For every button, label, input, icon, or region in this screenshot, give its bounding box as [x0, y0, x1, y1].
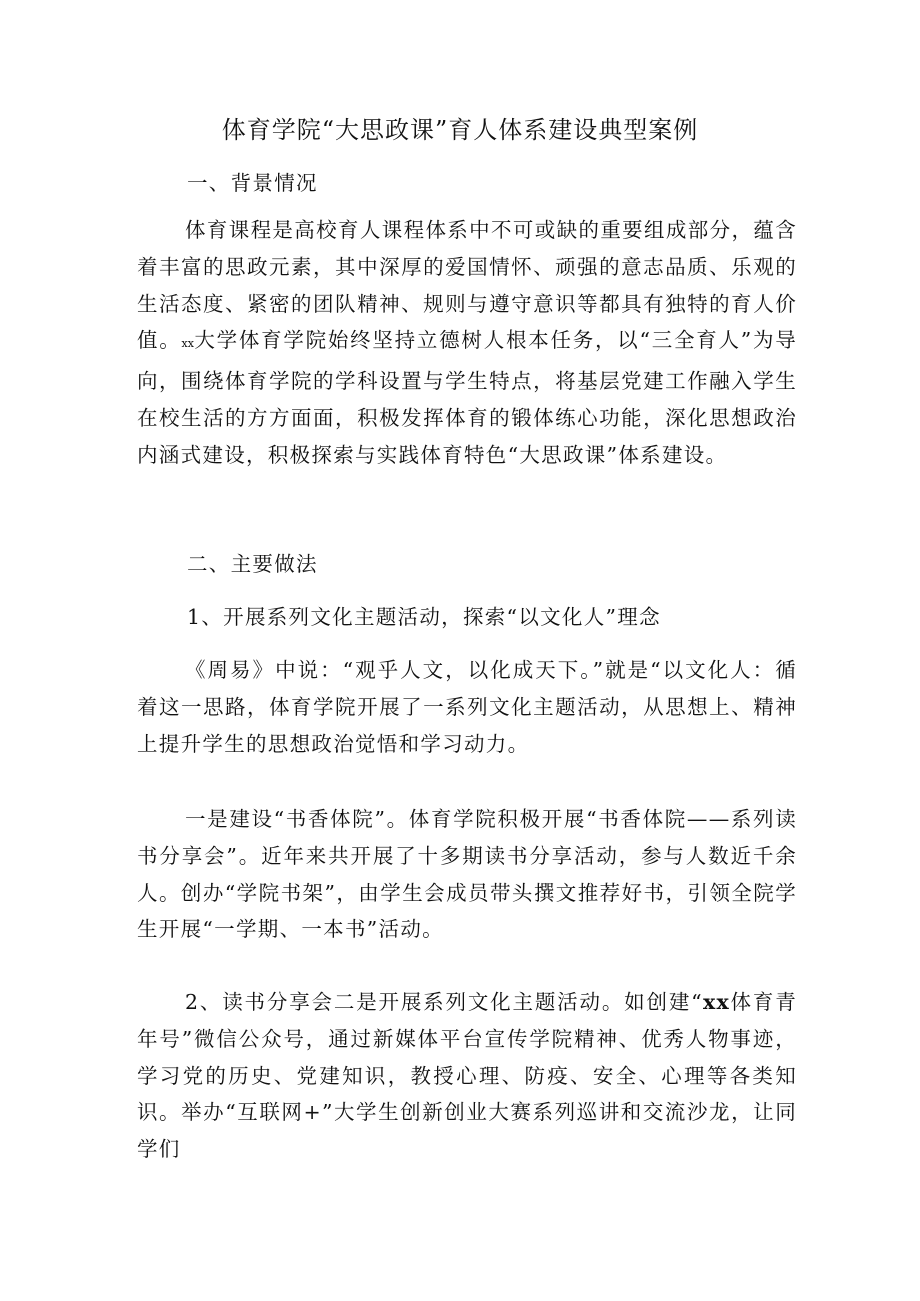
placeholder-xx-bold: xx — [702, 990, 730, 1014]
paragraph-reading-share-part1: 2、读书分享会二是开展系列文化主题活动。如创建“ — [185, 990, 703, 1014]
paragraph-book-fragrance: 一是建设“书香体院”。体育学院积极开展“书香体院——系列读书分享会”。近年来共开展了十多期读书分享活动，参与人数近千余人。创办“学院书架”，由学生会成员带头撰文推荐好书，引领全院学生开展“一学期、一本书”活动。 — [137, 807, 797, 942]
page-title: 体育学院“大思政课”育人体系建设典型案例 — [221, 116, 699, 144]
paragraph-background — [137, 212, 797, 474]
paragraph-reading-share-part2: 体育青年号”微信公众号，通过新媒体平台宣传学院精神、优秀人物事迹，学习党的历史、党建知识，教授心理、防疫、安全、心理等各类知识。举办“互联网+”大学生创新创业大赛系列巡讲和交流沙龙，让同学们 — [137, 990, 797, 1162]
section-heading-methods: 二、主要做法 — [187, 552, 318, 576]
subheading-culture-activities: 1、开展系列文化主题活动，探索“以文化人”理念 — [187, 605, 661, 629]
paragraph-reading-share — [137, 984, 797, 1168]
placeholder-xx: xx — [181, 337, 194, 351]
paragraph-background-part2: 大学体育学院始终坚持立德树人根本任务，以“三全育人”为导向，围绕体育学院的学科设置与学生特点，将基层党建工作融入学生在校生活的方方面面，积极发挥体育的锻体练心功能，深化思想政治内涵式建设，积极探索与实践体育特色“大思政课”体系建设。 — [137, 328, 797, 467]
paragraph-background-part1: 体育课程是高校育人课程体系中不可或缺的重要组成部分，蕴含着丰富的思政元素，其中深厚的爱国情怀、顽强的意志品质、乐观的生活态度、紧密的团队精神、规则与遵守意识等都具有独特的育人价值。 — [137, 218, 797, 353]
section-heading-background: 一、背景情况 — [187, 171, 318, 195]
paragraph-zhouyi: 《周易》中说：“观乎人文，以化成天下。”就是“以文化人：循着这一思路，体育学院开展了一系列文化主题活动，从思想上、精神上提升学生的思想政治觉悟和学习动力。 — [137, 658, 797, 756]
